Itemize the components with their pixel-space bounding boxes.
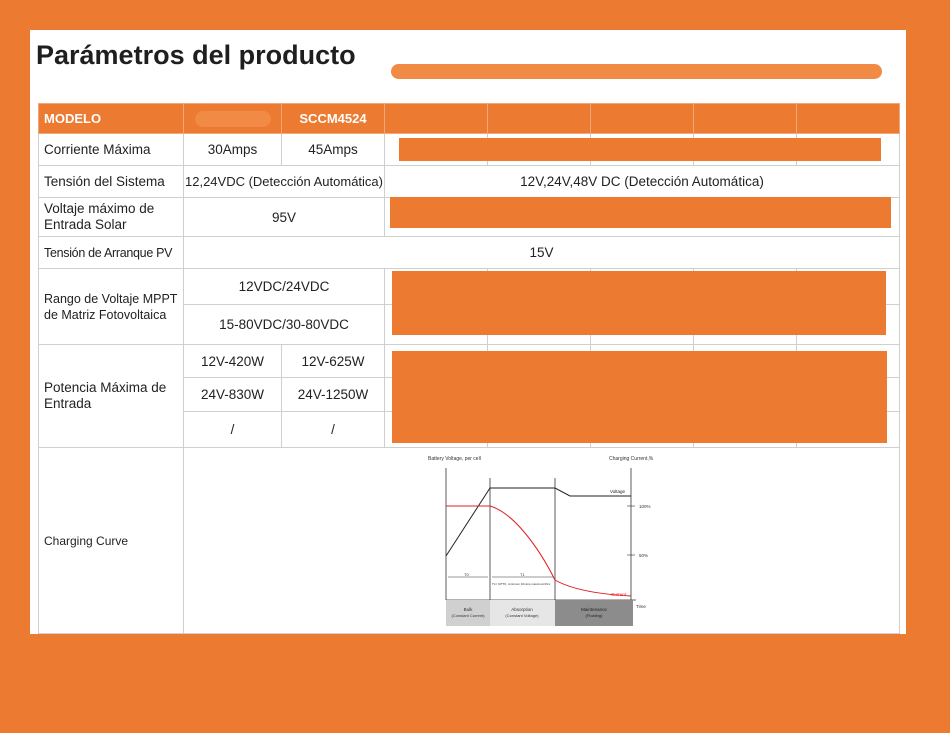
page-title: Parámetros del producto (36, 40, 356, 70)
voltage-label: Voltage (610, 489, 626, 494)
tick-50: 50% (639, 553, 649, 558)
stage-bulk-sub: (Constant Current) (451, 613, 485, 618)
row-label: Voltaje máximo de Entrada Solar (39, 198, 184, 237)
model-header: MODELO (39, 104, 184, 134)
cell-value: 24V-1250W (282, 378, 385, 412)
current-label: Current (611, 592, 627, 597)
stage-abs-sub: (Constant Voltage) (505, 613, 539, 618)
row-label: Charging Curve (39, 448, 184, 634)
t0-label: T0 (464, 572, 469, 577)
row-system-voltage (39, 166, 900, 198)
model-redacted-1 (184, 104, 282, 134)
row-startup (39, 237, 900, 269)
stage-bulk: Bulk (463, 607, 473, 612)
charging-curve-chart (184, 448, 900, 633)
cell-value: / (184, 412, 282, 448)
cell-value: 12V-420W (184, 345, 282, 378)
stage-maint: Maintenance (581, 607, 607, 612)
redaction-current (399, 138, 881, 161)
cell-value: 15-80VDC/30-80VDC (184, 305, 385, 345)
redaction-max-solar (390, 197, 891, 228)
cell-value: 24V-830W (184, 378, 282, 412)
row-label: Rango de Voltaje MPPT de Matriz Fotovoltaica (39, 269, 184, 345)
chart-cell (184, 448, 900, 634)
t1-note: T1= 60*T0, minimum 10mins,maximum3hrs (492, 582, 551, 586)
cell-value: 12V-625W (282, 345, 385, 378)
row-label: Potencia Máxima de Entrada (39, 345, 184, 448)
tick-100: 100% (639, 504, 651, 509)
cell-value: 15V (184, 237, 900, 269)
stage-maint-sub: (Floating) (585, 613, 603, 618)
product-card (30, 30, 906, 634)
row-label: Tensión de Arranque PV (39, 237, 184, 269)
header-redaction (391, 64, 882, 79)
row-charging-curve (39, 448, 900, 634)
header-row (39, 104, 900, 134)
row-label: Corriente Máxima (39, 134, 184, 166)
cell-value: 12,24VDC (Detección Automática) (184, 166, 385, 198)
cell-value: 12VDC/24VDC (184, 269, 385, 305)
row-label: Tensión del Sistema (39, 166, 184, 198)
cell-value: 45Amps (282, 134, 385, 166)
cell-value: 95V (184, 198, 385, 237)
time-label: Time (636, 604, 646, 609)
cell-value: 12V,24V,48V DC (Detección Automática) (385, 166, 900, 198)
model-sccm4524: SCCM4524 (282, 104, 385, 134)
ylabel-left: Battery Voltage, per cell (428, 456, 481, 462)
redaction-power (392, 351, 887, 443)
redaction-mppt (392, 271, 886, 335)
voltage-curve (446, 488, 631, 556)
t1-label: T1 (520, 572, 525, 577)
ylabel-right: Charging Current,% (609, 456, 654, 462)
stage-abs: Absorption (511, 607, 533, 612)
cell-value: 30Amps (184, 134, 282, 166)
cell-value: / (282, 412, 385, 448)
